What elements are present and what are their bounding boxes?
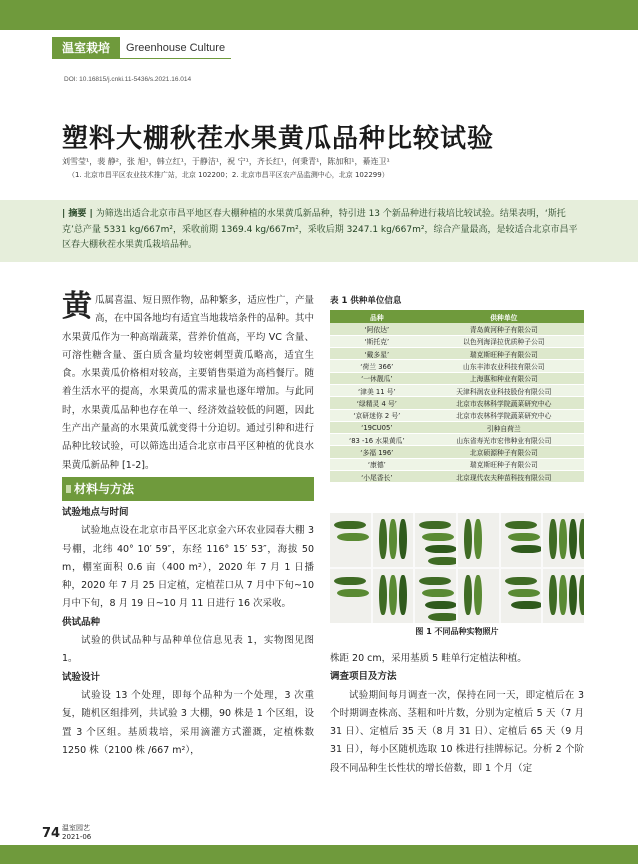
design-text: 试验设 13 个处理，即每个品种为一个处理，3 次重复，随机区组排列，共试验 3 大棚，90 株是 1 个区组，设置 3 个区组。基质栽培，采用滴灌方式灌溉，定植株数 1250 株（2100 株 /667 m²），	[62, 689, 314, 756]
cucumber-shape	[422, 533, 454, 541]
variety-table	[330, 310, 584, 483]
page-number: 74	[42, 826, 61, 841]
design-continued: 株距 20 cm，采用基质 5 畦单行定植法种植。	[330, 653, 527, 664]
cucumber-shape	[399, 575, 407, 615]
variety-cell: ‘津美 11 号’	[330, 384, 424, 396]
doi: DOI: 10.16815/j.cnki.11-5436/s.2021.16.014	[64, 76, 192, 83]
cucumber-photo	[330, 513, 584, 623]
section-heading-methods: 材料与方法	[62, 477, 314, 501]
affiliation: （1. 北京市昌平区农业技术推广站，北京 102200；2. 北京市昌平区农产品监测中心，北京 102299）	[68, 171, 389, 179]
cucumber-shape	[334, 577, 366, 585]
supplier-cell: 瑞克斯旺种子有限公司	[424, 348, 584, 360]
cucumber-shape	[511, 545, 542, 553]
photo-cell	[501, 569, 542, 623]
photo-cell	[415, 513, 456, 567]
supplier-cell: 山东丰沛农业科技有限公司	[424, 360, 584, 372]
photo-cell	[415, 569, 456, 623]
photo-cell	[330, 569, 371, 623]
site-text: 试验地点设在北京市昌平区北京金六环农业园春大棚 3 号棚，北纬 40° 10′ 59″，东经 116° 15′ 53″，海拔 50 m，棚室面积 0.6 亩（400 m²），2020 年 7 月 1 日播种，2020 年 7 月 25 日定植，定植茬口从 7 月中下旬~10 月中下旬，8 月 19 日~10 月 11 日进行 16 次采收。	[62, 525, 314, 610]
photo-cell	[373, 569, 414, 623]
cucumber-shape	[559, 519, 567, 559]
abstract-text: 为筛选出适合北京市昌平地区春大棚种植的水果黄瓜新品种，特引进 13 个新品种进行栽培比较试验。结果表明，‘斯托克’总产量 5331 kg/667m²，采收前期 1369.4 kg/667m²，采收后期 3247.1 kg/667m²，综合产量最高，是较适合北京市昌平区春大棚秋茬水果黄瓜栽培品种。	[62, 209, 578, 250]
abstract	[62, 207, 582, 254]
variety-cell: ‘83 -16 水果黄瓜’	[330, 434, 424, 446]
supplier-cell: 引种自荷兰	[424, 421, 584, 433]
cucumber-shape	[422, 589, 454, 597]
subheading-survey: 调查项目及方法	[330, 671, 397, 683]
variety-cell: ‘京研迷你 2 号’	[330, 409, 424, 421]
drop-cap: 黄	[62, 289, 92, 324]
cucumber-shape	[464, 519, 472, 559]
table-row	[330, 458, 584, 470]
variety-cell: ‘多福 196’	[330, 446, 424, 458]
figure-caption: 图 1 不同品种实物照片	[415, 627, 499, 636]
table-row	[330, 335, 584, 347]
cucumber-shape	[549, 519, 557, 559]
supplier-cell: 北京硕源种子有限公司	[424, 446, 584, 458]
variety-cell: ‘斯托克’	[330, 335, 424, 347]
varieties-text: 试验的供试品种与品种单位信息见表 1，实物图见图 1。	[62, 635, 314, 665]
subheading-site: 试验地点与时间	[62, 507, 129, 518]
section-tag	[52, 37, 231, 59]
section-name-en: Greenhouse Culture	[120, 37, 231, 59]
cucumber-shape	[425, 601, 456, 609]
cucumber-shape	[337, 533, 369, 541]
cucumber-shape	[511, 601, 542, 609]
table-row	[330, 434, 584, 446]
table-row	[330, 372, 584, 384]
table-row	[330, 446, 584, 458]
cucumber-shape	[419, 521, 451, 529]
table-row	[330, 384, 584, 396]
cucumber-shape	[474, 575, 482, 615]
cucumber-shape	[334, 521, 366, 529]
survey-text: 试验期间每月调查一次，保持在同一天，即定植后在 3 个时期调查株高、茎粗和叶片数，分别为定植后 5 天（7 月 31 日）、定植后 35 天（8 月 31 日）、定植后 65 天（9 月 31 日），每小区随机选取 10 株进行挂牌标记。分析 2 个阶段不同品种生长性状的增长倍数，即 1 个月（定	[330, 689, 584, 774]
cucumber-shape	[579, 575, 584, 615]
article-title: 塑料大棚秋茬水果黄瓜品种比较试验	[62, 124, 495, 154]
cucumber-shape	[508, 589, 540, 597]
table-row	[330, 360, 584, 372]
authors: 刘雪莹¹，裴 静²，张 旭¹，韩立红¹，于静洁¹，祝 宁¹，齐长红¹，何秉青¹，陈加和¹，綦连卫¹	[62, 157, 390, 166]
cucumber-shape	[389, 519, 397, 559]
table-header: 品种	[330, 310, 424, 323]
variety-cell: ‘荷兰 366’	[330, 360, 424, 372]
cucumber-shape	[337, 589, 369, 597]
cucumber-shape	[419, 577, 451, 585]
cucumber-shape	[569, 575, 577, 615]
photo-cell	[458, 513, 499, 567]
top-banner	[0, 0, 638, 30]
methods-body	[62, 504, 314, 760]
supplier-cell: 上海惠和种业有限公司	[424, 372, 584, 384]
supplier-cell: 以色列海泽拉优质种子公司	[424, 335, 584, 347]
supplier-cell: 山东省寿光市宏伟种业有限公司	[424, 434, 584, 446]
cucumber-shape	[569, 519, 577, 559]
cucumber-shape	[425, 545, 456, 553]
cucumber-shape	[559, 575, 567, 615]
table-row	[330, 397, 584, 409]
photo-cell	[373, 513, 414, 567]
cucumber-shape	[428, 557, 456, 565]
subheading-design: 试验设计	[62, 671, 101, 683]
cucumber-shape	[474, 519, 482, 559]
journal-footer	[62, 824, 91, 842]
variety-cell: ‘戴多星’	[330, 348, 424, 360]
table-body	[330, 323, 584, 483]
photo-cell	[330, 513, 371, 567]
photo-cell	[458, 569, 499, 623]
table-caption: 表 1 供种单位信息	[330, 296, 402, 306]
table-row	[330, 323, 584, 335]
variety-cell: ‘康德’	[330, 458, 424, 470]
table-row	[330, 421, 584, 433]
cucumber-shape	[379, 575, 387, 615]
table-row	[330, 409, 584, 421]
intro-text: 瓜属喜温、短日照作物，品种繁多，适应性广，产量高，在中国各地均有适宜当地栽培条件的品种。其中水果黄瓜作为一种高端蔬菜，营养价值高，平均 VC 含量、可溶性糖含量、蛋白质含量均较密刺型黄瓜略高，适宜生食。水果黄瓜价格相对较高，主要销售渠道为高档餐厅。随着生活水平的提高，水果黄瓜的需求量也逐年增加。与此同时，水果黄瓜品种也存在单一、经济效益较低的问题，因此生产出产量高的水果黄瓜就变得十分迫切。通过引种和进行品种比较试验，可以筛选出适合北京市昌平区种植的优良水果黄瓜新品种 [1-2]。	[62, 295, 314, 471]
cucumber-shape	[379, 519, 387, 559]
photo-cell	[543, 513, 584, 567]
photo-cell	[501, 513, 542, 567]
subheading-varieties: 供试品种	[62, 616, 101, 628]
supplier-cell: 北京市农林科学院蔬菜研究中心	[424, 409, 584, 421]
cucumber-shape	[505, 521, 537, 529]
table-header: 供种单位	[424, 310, 584, 323]
cucumber-shape	[508, 533, 540, 541]
cucumber-shape	[428, 613, 456, 621]
supplier-cell: 北京市农林科学院蔬菜研究中心	[424, 397, 584, 409]
variety-cell: ‘小尾香长’	[330, 471, 424, 483]
intro-paragraph	[62, 289, 314, 475]
cucumber-shape	[579, 519, 584, 559]
journal-name: 温室园艺	[62, 824, 90, 832]
supplier-cell: 北京现代农夫种苗科技有限公司	[424, 471, 584, 483]
cucumber-shape	[389, 575, 397, 615]
supplier-cell: 天津科润农业科技股份有限公司	[424, 384, 584, 396]
variety-cell: ‘一休靓瓜’	[330, 372, 424, 384]
variety-cell: ‘阿依达’	[330, 323, 424, 335]
journal-issue: 2021-06	[62, 833, 92, 841]
cucumber-shape	[399, 519, 407, 559]
table-row	[330, 348, 584, 360]
photo-cell	[543, 569, 584, 623]
bottom-banner	[0, 845, 638, 864]
section-name-cn: 温室栽培	[52, 37, 120, 59]
cucumber-shape	[549, 575, 557, 615]
abstract-label: | 摘要 |	[62, 209, 93, 219]
cucumber-shape	[464, 575, 472, 615]
variety-cell: ‘19CU05’	[330, 421, 424, 433]
supplier-cell: 瑞克斯旺种子有限公司	[424, 458, 584, 470]
cucumber-shape	[505, 577, 537, 585]
right-column-text	[330, 650, 584, 778]
table-row	[330, 471, 584, 483]
supplier-cell: 青岛黄河种子有限公司	[424, 323, 584, 335]
variety-cell: ‘绿精灵 4 号’	[330, 397, 424, 409]
